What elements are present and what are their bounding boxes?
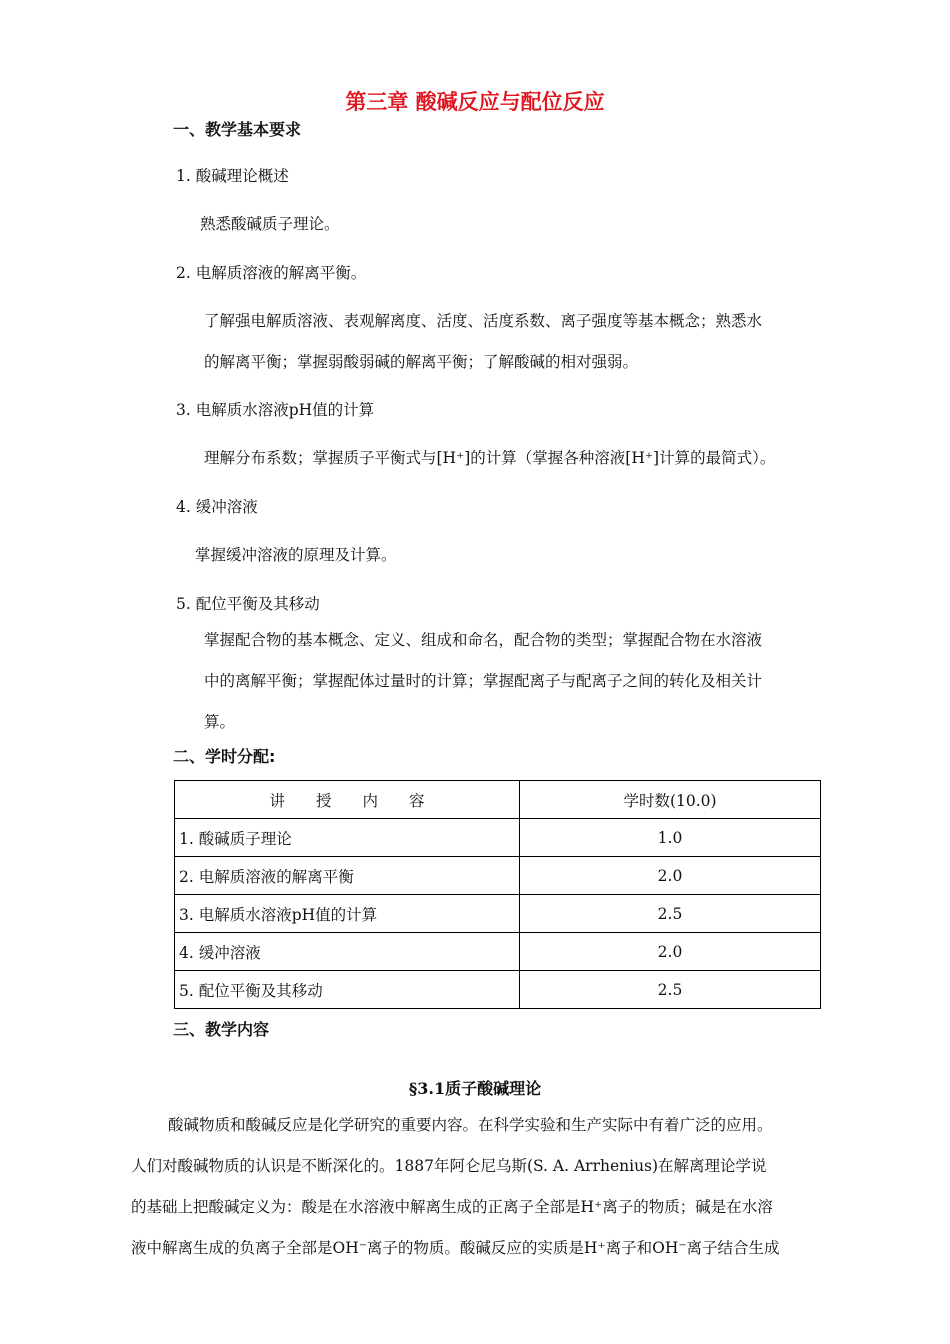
table-row xyxy=(175,819,821,857)
table-header-row xyxy=(175,781,821,819)
requirement-3-head: 3. 电解质水溶液pH值的计算 xyxy=(176,401,375,419)
table-header-content: 讲 授 内 容 xyxy=(175,781,520,819)
body-line-4: 液中解离生成的负离子全部是OH⁻离子的物质。酸碱反应的实质是H⁺离子和OH⁻离子结合生成 xyxy=(131,1239,780,1257)
table-cell-topic: 5. 配位平衡及其移动 xyxy=(175,971,520,1009)
table-row xyxy=(175,857,821,895)
requirement-5-text-line1: 掌握配合物的基本概念、定义、组成和命名，配合物的类型；掌握配合物在水溶液 xyxy=(204,631,763,649)
table-cell-hours: 2.0 xyxy=(520,933,821,971)
requirement-2-head: 2. 电解质溶液的解离平衡。 xyxy=(176,264,367,282)
requirement-4-head: 4. 缓冲溶液 xyxy=(176,498,258,516)
section-heading-content: 三、教学内容 xyxy=(173,1020,270,1039)
body-line-1: 酸碱物质和酸碱反应是化学研究的重要内容。在科学实验和生产实际中有着广泛的应用。 xyxy=(168,1116,773,1134)
body-line-2: 人们对酸碱物质的认识是不断深化的。1887年阿仑尼乌斯(S. A. Arrhenius)在解离理论学说 xyxy=(131,1157,767,1175)
table-cell-hours: 2.0 xyxy=(520,857,821,895)
table-cell-topic: 3. 电解质水溶液pH值的计算 xyxy=(175,895,520,933)
table-row xyxy=(175,933,821,971)
table-header-hours: 学时数(10.0) xyxy=(520,781,821,819)
hours-table xyxy=(174,780,821,1009)
requirement-1-text: 熟悉酸碱质子理论。 xyxy=(200,215,340,233)
requirement-3-text: 理解分布系数；掌握质子平衡式与[H⁺]的计算（掌握各种溶液[H⁺]计算的最简式）。 xyxy=(204,449,776,467)
requirement-5-text-line3: 算。 xyxy=(204,713,236,731)
requirement-5-head: 5. 配位平衡及其移动 xyxy=(176,595,320,613)
table-cell-topic: 2. 电解质溶液的解离平衡 xyxy=(175,857,520,895)
requirement-2-text-line2: 的解离平衡；掌握弱酸弱碱的解离平衡；了解酸碱的相对强弱。 xyxy=(204,353,639,371)
subsection-title: §3.1质子酸碱理论 xyxy=(408,1079,542,1098)
requirement-4-text: 掌握缓冲溶液的原理及计算。 xyxy=(195,546,397,564)
table-cell-topic: 1. 酸碱质子理论 xyxy=(175,819,520,857)
chapter-title: 第三章 酸碱反应与配位反应 xyxy=(345,90,605,114)
table-cell-hours: 1.0 xyxy=(520,819,821,857)
requirement-2-text-line1: 了解强电解质溶液、表观解离度、活度、活度系数、离子强度等基本概念；熟悉水 xyxy=(204,312,763,330)
table-cell-hours: 2.5 xyxy=(520,895,821,933)
table-row xyxy=(175,895,821,933)
body-line-3: 的基础上把酸碱定义为：酸是在水溶液中解离生成的正离子全部是H⁺离子的物质；碱是在水溶 xyxy=(131,1198,773,1216)
table-cell-topic: 4. 缓冲溶液 xyxy=(175,933,520,971)
requirement-5-text-line2: 中的离解平衡；掌握配体过量时的计算；掌握配离子与配离子之间的转化及相关计 xyxy=(204,672,763,690)
section-heading-hours: 二、学时分配: xyxy=(173,747,276,766)
table-cell-hours: 2.5 xyxy=(520,971,821,1009)
section-heading-requirements: 一、教学基本要求 xyxy=(173,120,302,139)
table-row xyxy=(175,971,821,1009)
requirement-1-head: 1. 酸碱理论概述 xyxy=(176,167,289,185)
